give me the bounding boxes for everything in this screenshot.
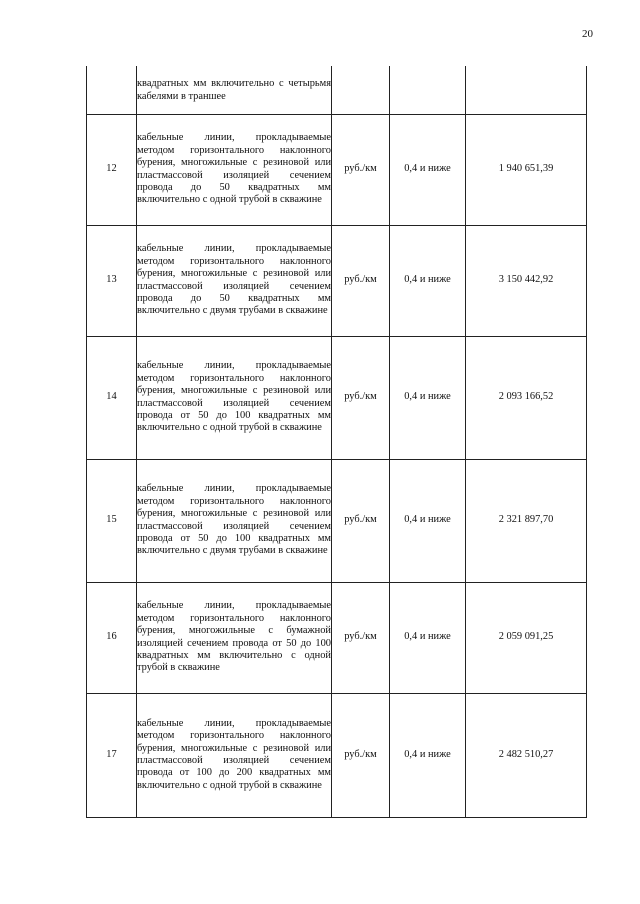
row-number: 15 (87, 459, 137, 582)
row-description: кабельные линии, прокладываемые методом горизонтального наклонного бурения, многожильные с бумажной изоляцией сечением провода от 50 до 100 квадратных мм включительно с одной трубой в скважине (137, 582, 332, 693)
table-row (87, 459, 587, 582)
row-unit: руб./км (332, 582, 390, 693)
row-value: 2 321 897,70 (466, 459, 587, 582)
row-value: 2 093 166,52 (466, 336, 587, 459)
row-unit: руб./км (332, 114, 390, 225)
row-number: 12 (87, 114, 137, 225)
row-unit: руб./км (332, 459, 390, 582)
row-value-cell (466, 66, 587, 114)
row-number: 16 (87, 582, 137, 693)
row-unit-cell (332, 66, 390, 114)
row-description: кабельные линии, прокладываемые методом горизонтального наклонного бурения, многожильные с резиновой или пластмассовой изоляцией сечением провода до 50 квадратных мм включительно с одной трубой в скважине (137, 114, 332, 225)
row-value: 2 059 091,25 (466, 582, 587, 693)
table-row (87, 582, 587, 693)
row-voltage: 0,4 и ниже (390, 693, 466, 817)
row-voltage: 0,4 и ниже (390, 336, 466, 459)
table-row (87, 336, 587, 459)
row-number: 17 (87, 693, 137, 817)
table-row-continuation (87, 66, 587, 114)
row-value: 1 940 651,39 (466, 114, 587, 225)
row-description: кабельные линии, прокладываемые методом горизонтального наклонного бурения, многожильные с резиновой или пластмассовой изоляцией сечением провода от 100 до 200 квадратных мм включительно с одной трубой в скважине (137, 693, 332, 817)
row-number-cell (87, 66, 137, 114)
table-row (87, 693, 587, 817)
row-description: кабельные линии, прокладываемые методом горизонтального наклонного бурения, многожильные с резиновой или пластмассовой изоляцией сечением провода от 50 до 100 квадратных мм включительно с двумя трубами в скважине (137, 459, 332, 582)
row-unit: руб./км (332, 336, 390, 459)
row-voltage: 0,4 и ниже (390, 114, 466, 225)
table-row (87, 225, 587, 336)
row-number: 13 (87, 225, 137, 336)
tariff-table (86, 66, 587, 818)
row-description: кабельные линии, прокладываемые методом горизонтального наклонного бурения, многожильные с резиновой или пластмассовой изоляцией сечением провода от 50 до 100 квадратных мм включительно с одной трубой в скважине (137, 336, 332, 459)
page-number: 20 (582, 28, 593, 40)
row-voltage: 0,4 и ниже (390, 225, 466, 336)
row-voltage-cell (390, 66, 466, 114)
row-voltage: 0,4 и ниже (390, 582, 466, 693)
row-unit: руб./км (332, 225, 390, 336)
row-value: 3 150 442,92 (466, 225, 587, 336)
row-number: 14 (87, 336, 137, 459)
table-row (87, 114, 587, 225)
row-value: 2 482 510,27 (466, 693, 587, 817)
row-description: квадратных мм включительно с четырьмя кабелями в траншее (137, 66, 332, 114)
row-unit: руб./км (332, 693, 390, 817)
row-description: кабельные линии, прокладываемые методом горизонтального наклонного бурения, многожильные с резиновой или пластмассовой изоляцией сечением провода до 50 квадратных мм включительно с двумя трубами в скважине (137, 225, 332, 336)
row-voltage: 0,4 и ниже (390, 459, 466, 582)
